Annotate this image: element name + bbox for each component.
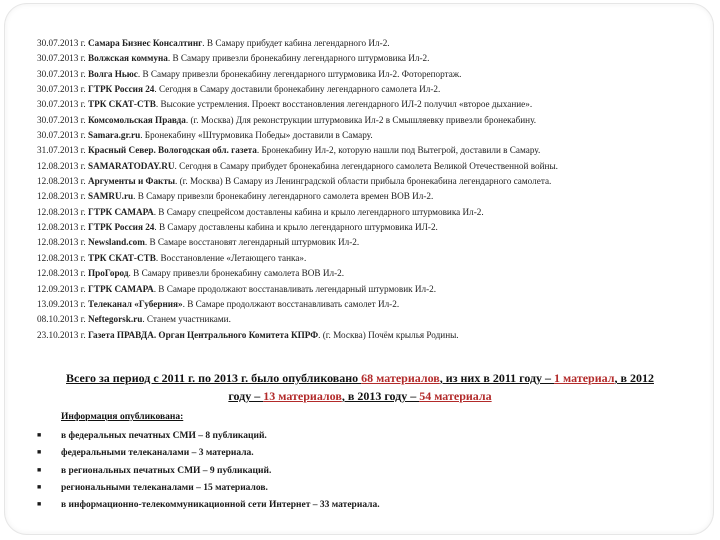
entry-source: Neftegorsk.ru <box>87 314 143 325</box>
list-item <box>37 174 697 189</box>
entry-text: . В Самару привезли бронекабину легендарного штурмовика Ил-2. <box>167 53 430 64</box>
list-item <box>37 312 697 327</box>
entry-date: 12.08.2013 г. <box>37 160 86 171</box>
bullet-item <box>37 444 677 461</box>
list-item <box>37 128 697 143</box>
entry-text: . В Самару привезли бронекабину легендарного самолета времен ВОВ Ил-2. <box>133 191 434 202</box>
entry-source: Комсомольская Правда <box>87 114 186 125</box>
list-item <box>37 51 697 66</box>
entry-text: . (г. Москва) В Самару из Ленинградской области прибыла бронекабина легендарного самолета. <box>175 176 552 187</box>
list-item <box>37 97 697 112</box>
bullet-square-icon: ■ <box>37 431 42 439</box>
entry-date: 12.08.2013 г. <box>37 237 86 248</box>
entry-source: ГТРК Россия 24 <box>87 222 155 233</box>
entry-source: ГТРК Россия 24 <box>87 84 155 95</box>
list-item <box>37 266 697 281</box>
bullet-square-icon: ■ <box>37 482 42 491</box>
entry-text: . В Самару привезли бронекабину легендарного штурмовика Ил-2. Фоторепортаж. <box>137 68 462 79</box>
summary-total: 68 материалов <box>361 371 440 385</box>
entry-date: 31.07.2013 г. <box>37 145 86 156</box>
publication-list <box>37 36 697 343</box>
list-item <box>37 282 697 297</box>
info-bullet-list <box>37 427 677 513</box>
list-item <box>37 189 697 204</box>
bullet-text: в федеральных печатных СМИ – 8 публикаций. <box>61 431 267 441</box>
entry-source: Newsland.com <box>87 237 145 248</box>
entry-date: 30.07.2013 г. <box>37 53 86 64</box>
bullet-text: в региональных печатных СМИ – 9 публикаций. <box>61 465 272 476</box>
entry-source: Волжская коммуна <box>87 53 168 64</box>
entry-date: 12.08.2013 г. <box>37 191 86 202</box>
entry-source: Аргументы и Факты <box>87 176 176 187</box>
summary-part-1: Всего за период с 2011 г. по 2013 г. было опубликовано <box>66 371 362 385</box>
entry-date: 30.07.2013 г. <box>37 38 86 48</box>
entry-source: Газета ПРАВДА. Орган Центрального Комитета КПРФ <box>87 329 319 340</box>
entry-text: . Сегодня в Самару прибудет бронекабина легендарного самолета Великой Отечественной войны. <box>174 160 558 171</box>
entry-text: . В Самаре продолжают восстанавливать легендарный штурмовик Ил-2. <box>153 283 437 294</box>
entry-date: 30.07.2013 г. <box>37 130 86 141</box>
summary-2012: 13 материалов <box>263 389 342 403</box>
entry-text: . В Самару прибудет кабина легендарного Ил-2. <box>202 38 390 48</box>
entry-source: ГТРК САМАРА <box>87 283 154 294</box>
entry-text: . Станем участниками. <box>142 314 231 325</box>
list-item <box>37 251 697 266</box>
list-item <box>37 328 697 343</box>
bullet-square-icon: ■ <box>37 465 42 474</box>
entry-date: 13.09.2013 г. <box>37 298 86 309</box>
bullet-square-icon: ■ <box>37 500 42 509</box>
entry-date: 30.07.2013 г. <box>37 68 86 79</box>
entry-source: Samara.gr.ru <box>87 130 141 141</box>
list-item <box>37 36 697 51</box>
list-item <box>37 205 697 220</box>
list-item <box>37 159 697 174</box>
entry-date: 12.08.2013 г. <box>37 176 86 187</box>
entry-date: 12.08.2013 г. <box>37 222 86 233</box>
entry-source: Телеканал «Губерния» <box>87 298 183 309</box>
summary-part-3: , в 2012 году – <box>228 371 654 403</box>
entry-text: . В Самаре продолжают восстанавливать самолет Ил-2. <box>182 298 400 309</box>
entry-date: 30.07.2013 г. <box>37 114 86 125</box>
list-item <box>37 82 697 97</box>
summary-2011: 1 материал <box>554 371 615 385</box>
entry-source: ТРК СКАТ-СТВ <box>87 99 156 110</box>
list-item <box>37 67 697 82</box>
bullet-item <box>37 462 677 479</box>
entry-date: 12.08.2013 г. <box>37 252 86 263</box>
summary-2013: 54 материала <box>419 389 492 403</box>
entry-text: . Высокие устремления. Проект восстановления легендарного ИЛ-2 получил «второе дыхание». <box>155 99 533 110</box>
entry-source: SAMRU.ru <box>87 191 134 202</box>
bullet-text: региональными телеканалами – 15 материалов. <box>61 482 268 493</box>
entry-source: SAMARATODAY.RU <box>87 160 175 171</box>
list-item <box>37 235 697 250</box>
entry-text: . (г. Москва) Почём крылья Родины. <box>318 329 459 340</box>
entry-source: ГТРК САМАРА <box>87 206 154 217</box>
list-item <box>37 297 697 312</box>
bullet-item <box>37 427 677 444</box>
list-item <box>37 113 697 128</box>
entry-text: . В Самару привезли бронекабину самолета ВОВ Ил-2. <box>128 268 345 279</box>
entry-text: . В Самару спецрейсом доставлены кабина и крыло легендарного штурмовика Ил-2. <box>153 206 484 217</box>
entry-source: Волга Ньюс <box>87 68 138 79</box>
entry-date: 23.10.2013 г. <box>37 329 86 340</box>
entry-text: . В Самару доставлены кабина и крыло легендарного штурмовика ИЛ-2. <box>154 222 438 233</box>
entry-source: ТРК СКАТ-СТВ <box>87 252 156 263</box>
entry-text: . Восстановление «Летающего танка». <box>155 252 307 263</box>
entry-source: ПроГород <box>87 268 129 279</box>
list-item <box>37 220 697 235</box>
bullet-text: федеральными телеканалами – 3 материала. <box>61 448 254 459</box>
info-heading: Информация опубликована: <box>61 412 184 422</box>
summary-part-4: , в 2013 году – <box>341 389 420 403</box>
summary-part-2: , из них в 2011 году – <box>439 371 555 385</box>
bullet-item <box>37 496 677 513</box>
entry-text: . Бронекабину Ил-2, которую нашли под Вытегрой, доставили в Самару. <box>256 145 541 156</box>
bullet-square-icon: ■ <box>37 448 42 457</box>
bullet-item <box>37 479 677 496</box>
summary-statement <box>55 369 665 405</box>
entry-source: Красный Север. Вологодская обл. газета <box>87 145 257 156</box>
bullet-text: в информационно-телекоммуникационной сети Интернет – 33 материала. <box>61 500 380 511</box>
entry-text: . В Самаре восстановят легендарный штурмовик Ил-2. <box>144 237 360 248</box>
entry-text: . Сегодня в Самару доставили бронекабину легендарного самолета Ил-2. <box>154 84 441 95</box>
entry-source: Самара Бизнес Консалтинг <box>87 38 203 48</box>
list-item <box>37 143 697 158</box>
entry-date: 30.07.2013 г. <box>37 84 86 95</box>
entry-date: 12.09.2013 г. <box>37 283 86 294</box>
entry-date: 12.08.2013 г. <box>37 268 86 279</box>
entry-date: 12.08.2013 г. <box>37 206 86 217</box>
entry-text: . Бронекабину «Штурмовика Победы» доставили в Самару. <box>140 130 373 141</box>
entry-date: 08.10.2013 г. <box>37 314 86 325</box>
entry-date: 30.07.2013 г. <box>37 99 86 110</box>
entry-text: . (г. Москва) Для реконструкции штурмовика Ил-2 в Смышляевку привезли бронекабину. <box>185 114 537 125</box>
